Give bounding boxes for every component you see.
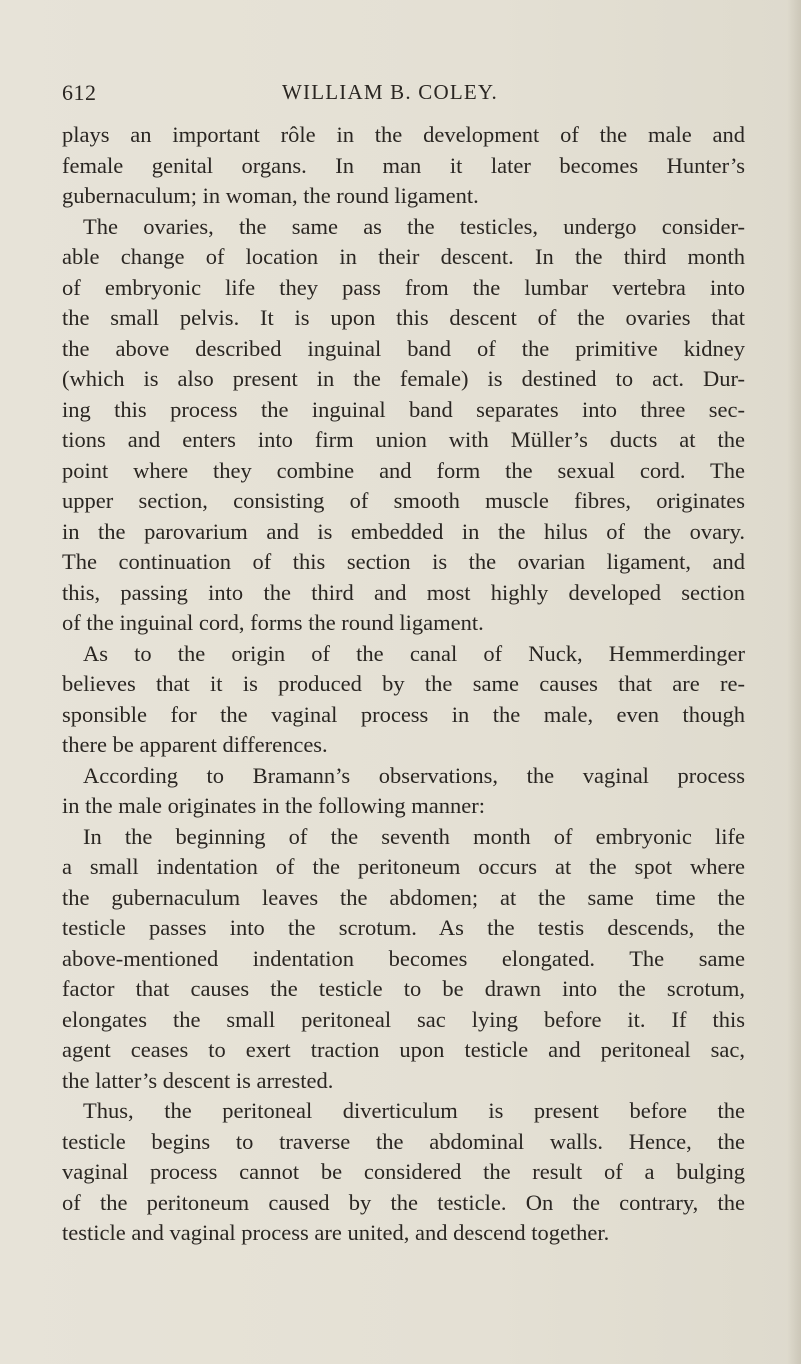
text-line: As to the origin of the canal of Nuck, Hemmerdinger [83,640,745,666]
text-line: of the peritoneum caused by the testicle. On the contrary, the [62,1189,745,1215]
text-line: vaginal process cannot be considered the result of a bulging [62,1159,745,1184]
text-line: testicle and vaginal process are united, and descend together. [62,1220,610,1245]
text-line: The ovaries, the same as the testicles, undergo consider- [83,213,745,239]
text-line: According to Bramann’s observations, the vaginal process [83,762,745,788]
text-line: plays an important rôle in the development of the male and [62,122,745,147]
text-line: testicle passes into the scrotum. As the testis descends, the [62,915,745,940]
text-line: a small indentation of the peritoneum occurs at the spot where [62,854,745,879]
text-line: the above described inguinal band of the primitive kidney [62,335,745,361]
text-line: testicle begins to traverse the abdominal walls. Hence, the [62,1128,745,1154]
text-line: of embryonic life they pass from the lumbar vertebra into [62,274,745,300]
text-line: tions and enters into firm union with Müller’s ducts at the [62,427,745,452]
text-line: gubernaculum; in woman, the round ligament. [62,183,479,208]
text-line: above-mentioned indentation becomes elongated. The same [62,945,745,971]
text-line: in the male originates in the following manner: [62,793,486,818]
text-line: Thus, the peritoneal diverticulum is present before the [83,1098,745,1123]
text-line: there be apparent differences. [62,732,328,757]
text-line: The continuation of this section is the ovarian ligament, and [62,549,745,574]
text-line: upper section, consisting of smooth muscle fibres, originates [62,488,745,513]
text-line: elongates the small peritoneal sac lying before it. If this [62,1006,745,1032]
text-line: (which is also present in the female) is destined to act. Dur- [62,366,745,391]
text-line: factor that causes the testicle to be drawn into the scrotum, [62,976,745,1001]
text-line: in the parovarium and is embedded in the hilus of the ovary. [62,518,745,544]
text-line: agent ceases to exert traction upon testicle and peritoneal sac, [62,1037,745,1062]
text-line: of the inguinal cord, forms the round ligament. [62,610,484,635]
text-line: the gubernaculum leaves the abdomen; at the same time the [62,884,745,910]
body-text [62,120,745,1249]
page-number: 612 [62,80,97,105]
text-line: In the beginning of the seventh month of embryonic life [83,823,745,849]
text-line: female genital organs. In man it later becomes Hunter’s [62,152,745,178]
text-line: the latter’s descent is arrested. [62,1067,334,1093]
running-head: WILLIAM B. COLEY. [282,80,498,104]
text-line: this, passing into the third and most highly developed section [62,579,745,605]
page-edge-shadow [787,0,801,1364]
text-line: believes that it is produced by the same causes that are re- [62,671,745,696]
text-line: the small pelvis. It is upon this descent of the ovaries that [62,305,745,330]
page-header [62,80,702,110]
text-line: sponsible for the vaginal process in the male, even though [62,701,745,727]
text-line: ing this process the inguinal band separates into three sec- [62,396,745,422]
text-line: point where they combine and form the sexual cord. The [62,457,745,483]
text-line: able change of location in their descent. In the third month [62,244,745,269]
